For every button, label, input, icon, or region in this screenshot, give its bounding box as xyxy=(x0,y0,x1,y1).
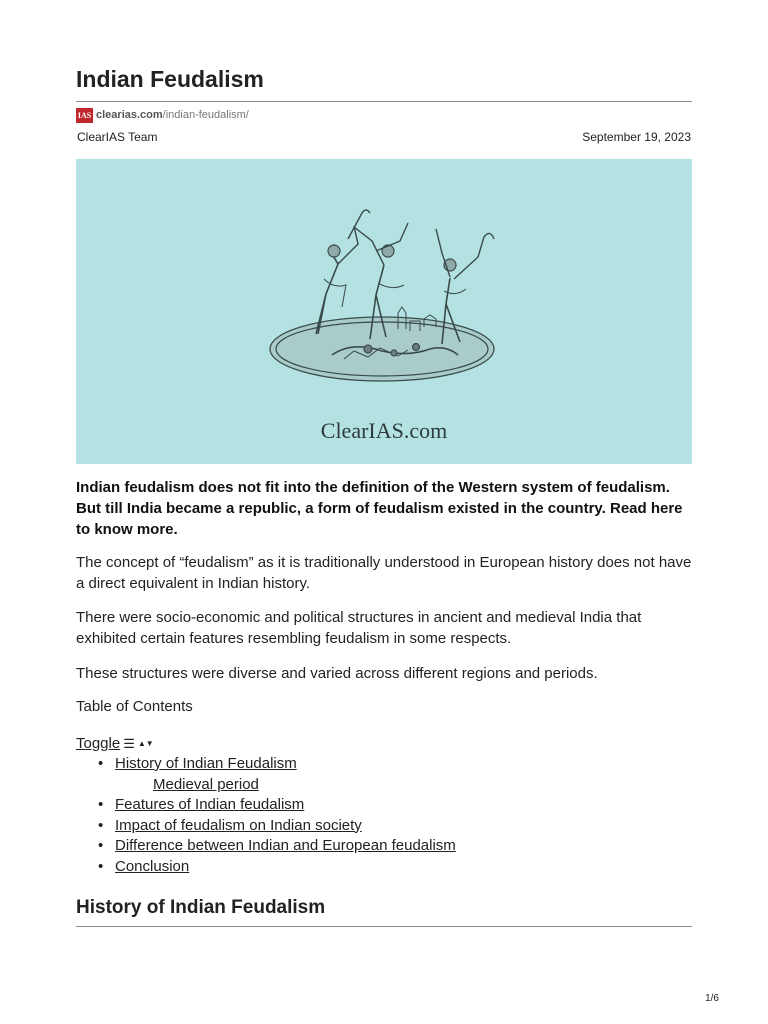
bullet: • xyxy=(98,816,104,834)
toc-item[interactable] xyxy=(98,836,456,857)
bullet: • xyxy=(98,837,104,854)
toc-link-history[interactable]: History of Indian Feudalism xyxy=(115,755,297,772)
toc-subitem[interactable] xyxy=(115,775,456,796)
paragraph-3: These structures were diverse and varied across different regions and periods. xyxy=(76,665,598,682)
publish-date: September 19, 2023 xyxy=(582,130,691,144)
hero-image xyxy=(76,159,692,464)
toc-list xyxy=(98,754,456,877)
toc-item[interactable] xyxy=(98,795,456,816)
bullet: • xyxy=(98,796,104,813)
toc-item[interactable] xyxy=(98,857,456,878)
section-heading: History of Indian Feudalism xyxy=(76,897,326,918)
bullet: • xyxy=(98,755,104,772)
hero-caption: ClearIAS.com xyxy=(320,418,448,443)
toc-item[interactable] xyxy=(98,754,456,775)
toc-link-conclusion[interactable]: Conclusion xyxy=(115,857,190,875)
lead-paragraph: Indian feudalism does not fit into the definition of the Western system of feudalism. But till India became a republic, a form of feudalism existed in the country. Read here to know more. xyxy=(76,479,683,538)
toc-link-difference[interactable]: Difference between Indian and European feudalism xyxy=(115,837,456,854)
toc-toggle-label[interactable]: Toggle xyxy=(76,735,121,752)
byline xyxy=(77,130,691,144)
author: ClearIAS Team xyxy=(77,130,158,144)
toc-link-features[interactable]: Features of Indian feudalism xyxy=(115,796,305,813)
source-link[interactable] xyxy=(76,107,249,123)
toc-toggle[interactable] xyxy=(76,735,154,752)
bullet: • xyxy=(98,857,104,875)
section-divider xyxy=(76,926,692,927)
source-path: /indian-feudalism/ xyxy=(162,109,249,121)
source-domain: clearias.com xyxy=(96,109,163,121)
paragraph-2: There were socio-economic and political structures in ancient and medieval India that exhibited certain features resembling feudalism in some respects. xyxy=(76,609,642,647)
page-title: Indian Feudalism xyxy=(76,66,264,92)
page-number: 1/6 xyxy=(705,993,719,1004)
paragraph-1: The concept of “feudalism” as it is traditionally understood in European history does not have a direct equivalent in Indian history. xyxy=(76,554,692,592)
toc-item[interactable] xyxy=(98,816,456,837)
title-divider xyxy=(76,101,692,102)
clearias-favicon-icon: IAS xyxy=(76,108,93,123)
toc-link-medieval-period[interactable]: Medieval period xyxy=(153,775,259,793)
toc-title: Table of Contents xyxy=(76,698,193,715)
toc-link-impact[interactable]: Impact of feudalism on Indian society xyxy=(115,816,362,834)
list-icon[interactable]: ☰ xyxy=(123,735,135,751)
sort-arrows-icon[interactable]: ▲▼ xyxy=(137,739,154,748)
